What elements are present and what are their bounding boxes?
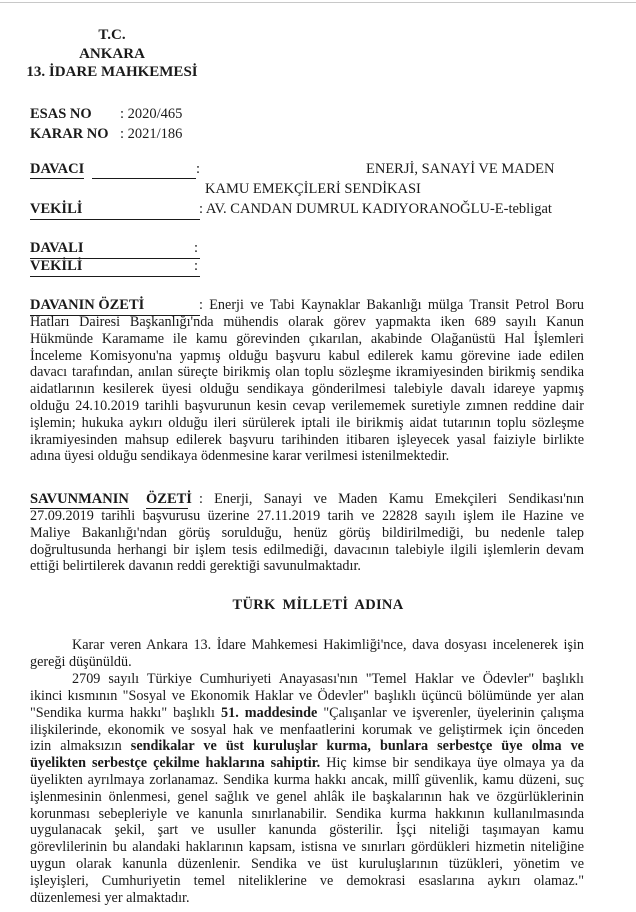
davaci-underline: [92, 178, 196, 179]
text-line: Hükmünde Karamame ile kamu görevinden çıkarılan, akabinde Olağanüstü Hal İşlemleri: [30, 330, 584, 347]
emphasized-text: üyelikten serbestçe çekilme haklarına sahiptir.: [30, 755, 321, 772]
text-line: korunması sebepleriyle ve kanunla sınırlanabilir. Sendika kurma hakkının kullanılmasında: [30, 805, 584, 822]
savunma-ozeti-first-line: [199, 491, 584, 508]
vekili-row: [30, 201, 200, 220]
text-line: [30, 705, 584, 722]
text-line: ettiği belirtilerek davanın reddi gerektiği savunulmaktadır.: [30, 558, 361, 575]
davali-colon: :: [193, 240, 198, 256]
text-line: [30, 738, 584, 755]
esas-no-label: ESAS NO: [30, 106, 92, 122]
dava-ozeti-label: DAVANIN ÖZETİ: [30, 297, 145, 313]
savunma-ozeti-body: [30, 508, 584, 575]
text-line: İnceleme Komisyonu'na yapmış olduğu başvuru kabul edilerek kamu görevine iade edilen: [30, 347, 584, 364]
constitution-body: [30, 688, 584, 906]
text-line: ikinci kısmının "Sosyal ve Ekonomik Haklar ve Ödevler" başlıklı üçüncü bölümünde yer alan: [30, 688, 584, 704]
header-court: 13. İDARE MAHKEMESİ: [26, 64, 198, 80]
karar-no-value: : 2021/186: [120, 126, 183, 142]
dava-ozeti-body: [30, 314, 584, 465]
text-line: Hatları Dairesi Başkanlığı'nda mühendis olarak görev yapmakta iken 689 sayılı Kanun: [30, 314, 584, 330]
text-line: [30, 755, 584, 772]
vekili-label: VEKİLİ: [30, 201, 83, 217]
text-line: 27.09.2019 tarihli başvurusu üzerine 27.11.2019 tarih ve 22828 sayılı işlem ile Hazine ve: [30, 508, 584, 524]
text-span: Hiç kimse bir sendikaya üye olmaya ya da: [320, 755, 584, 772]
text-line: uygun olarak kanunla düzenlenir. Sendika ve üst kuruluşlarının tüzükleri, yönetim ve: [30, 855, 584, 872]
text-line: adına üyesi olduğu sendikaya ödenmesine karar verilmesi istenilmektedir.: [30, 448, 450, 465]
davali-label: DAVALI: [30, 240, 84, 256]
esas-no-value: : 2020/465: [120, 106, 183, 122]
text-line: aidatlarının kesilerek üyesi olduğu sendikaya gönderilmesi talebiyle davalı idareye yapmış: [30, 381, 584, 398]
savunma-ozeti-label-1: SAVUNMANIN: [30, 491, 129, 507]
davali-vekili-colon: :: [193, 258, 198, 274]
text-span: izin almaksızın: [30, 738, 131, 755]
text-line: düzenlemesi yer almaktadır.: [30, 889, 190, 906]
text-line: ikramiyesinden mahsup edilerek başvuru tarihinden itibaren işleyecek yasal faiziyle birlikte: [30, 431, 584, 448]
text-line: uygulanacak şekil, şart ve usuller kanunda gösterilir. İşçi niteliği taşımayan kamu: [30, 822, 584, 839]
header-tc: T.C.: [98, 27, 126, 43]
emphasized-text: sendikalar ve üst kuruluşlar kurma, bunlara serbestçe üye olma ve: [130, 738, 584, 755]
text-line: üyelikten ayrılmaya zorlanamaz. Sendika kurma hakkı ancak, millî güvenlik, kamu düzeni, suç: [30, 771, 584, 788]
text-line: Karar veren Ankara 13. İdare Mahkemesi Hakimliği'nce, dava dosyası incelenerek işin: [72, 637, 584, 653]
decision-intro-second-line: [30, 654, 584, 671]
text-line: : Enerji ve Tabi Kaynaklar Bakanlığı mülga Transit Petrol Boru: [199, 297, 584, 313]
text-line: işlenmesinin önlenmesi, genel sağlık ve genel ahlâk ile başkalarının hak ve özgürlüklerinin: [30, 788, 584, 805]
text-line: doğrultusunda herhangi bir işlem tesis edilmediği, davacının talebiyle ilgili işlemlerin devam: [30, 541, 584, 558]
davali-vekili-row: [30, 258, 200, 277]
davali-row: [30, 240, 200, 259]
article-reference: 51. maddesinde: [221, 704, 318, 721]
text-line: ilişkilerinde, ekonomik ve sosyal hak ve menfaatlerini korumak ve geliştirmek için önceden: [30, 721, 584, 738]
decision-title: TÜRK MİLLETİ ADINA: [232, 597, 404, 613]
text-line: : Enerji, Sanayi ve Maden Kamu Emekçileri Sendikası'nın: [199, 491, 584, 507]
savunma-ozeti-label-2: ÖZETİ: [146, 491, 192, 507]
text-line: olduğu 24.10.2019 tarihli başvurunun kesin cevap verilememek suretiyle zımnen reddine dair: [30, 397, 584, 414]
davaci-label: DAVACI: [30, 161, 85, 177]
text-span: "Sendika kurma hakkı" başlıklı: [30, 704, 222, 721]
text-line: davacı tarafından, anılan süreçte birikmiş olan toplu sözleşme ikramiyesinden birikmiş sendika: [30, 364, 584, 381]
text-line: gereği düşünüldü.: [30, 654, 132, 670]
vekili-value: : AV. CANDAN DUMRUL KADIYORANOĞLU-E-tebligat: [199, 201, 552, 217]
decision-intro-first-line: [72, 637, 584, 654]
text-line: 2709 sayılı Türkiye Cumhuriyeti Anayasası'nın "Temel Haklar ve Ödevler" başlıklı: [72, 671, 584, 687]
header-city: ANKARA: [79, 46, 145, 62]
davali-vekili-label: VEKİLİ: [30, 258, 83, 274]
text-span: "Çalışanlar ve işverenler, üyelerinin çalışma: [317, 704, 585, 721]
davaci-colon: :: [195, 161, 200, 177]
text-line: görevlilerinin bu alandaki haklarının kapsam, istisna ve sınırları gördükleri hizmetin niteliğine: [30, 839, 584, 856]
savunma-ozeti-label-box: [30, 491, 200, 509]
karar-no-label: KARAR NO: [30, 126, 109, 142]
davaci-value-line1: ENERJİ, SANAYİ VE MADEN: [366, 161, 555, 177]
text-line: işleyişleri, Cumhuriyetin temel niteliklerine ve demokrasi esaslarına aykırı olamaz.": [30, 872, 584, 889]
dava-ozeti-first-line: [199, 297, 584, 314]
davaci-value-line2: KAMU EMEKÇİLERİ SENDİKASI: [205, 181, 421, 197]
text-line: işlemin; hukuka aykırı olduğu ileri sürülerek iptali ile birikmiş aidat tutarının toplu sözleşme: [30, 414, 584, 431]
text-line: Maliye Bakanlığı'ndan görüş sorulduğu, henüz görüş bildirilmediği, bu nedenle talep: [30, 524, 584, 541]
constitution-first-line: [72, 671, 584, 688]
davaci-row: [30, 161, 200, 179]
